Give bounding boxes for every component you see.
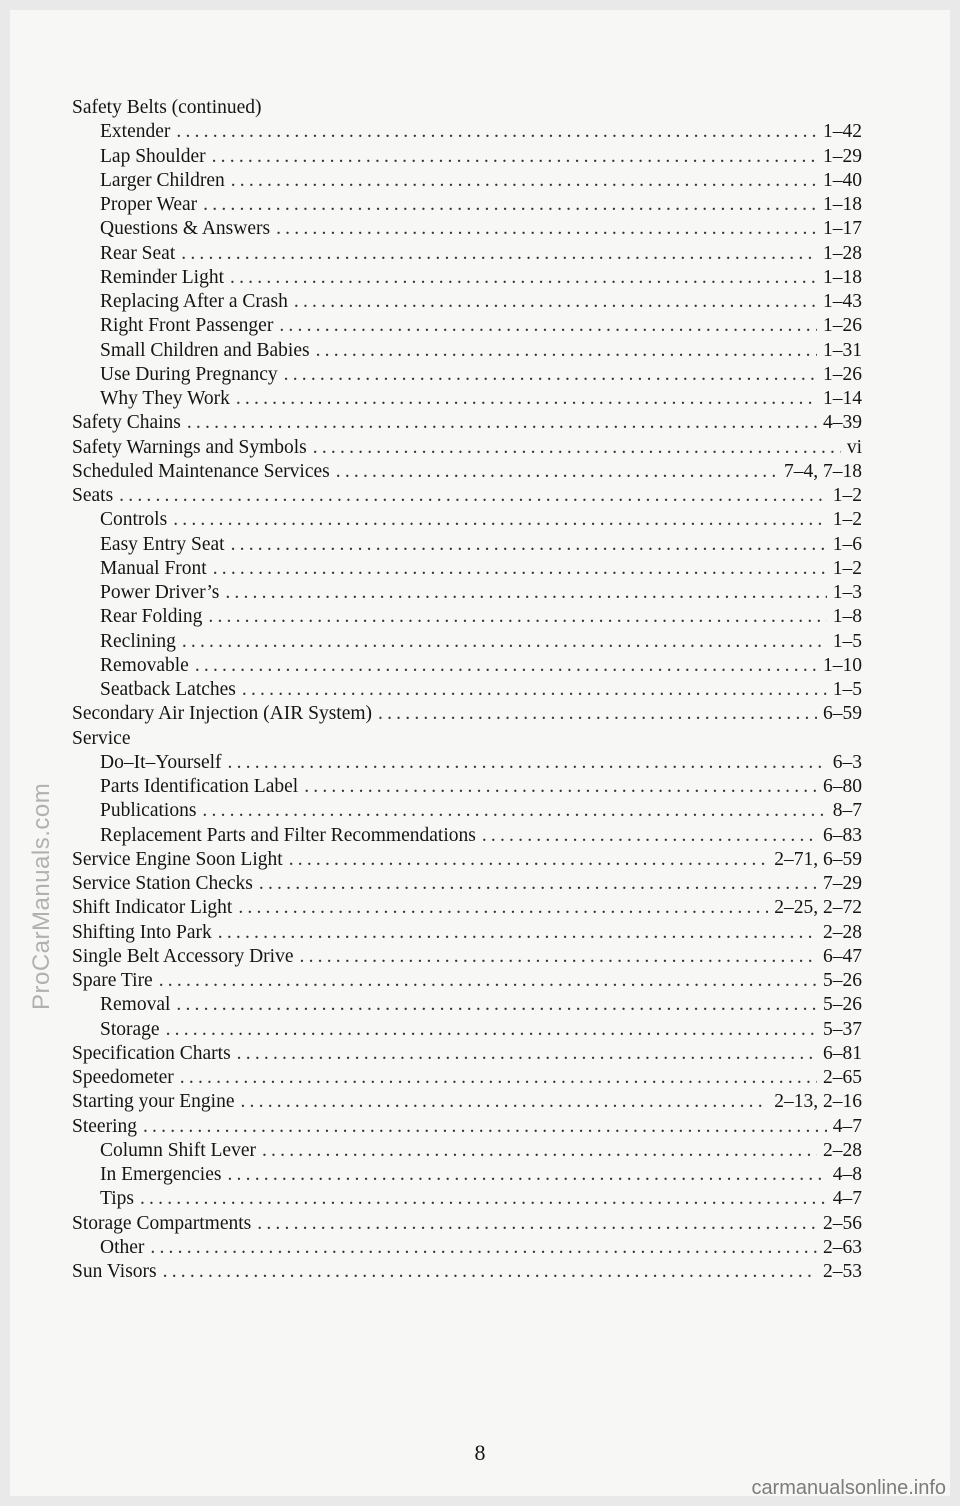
index-subentry xyxy=(72,533,862,557)
dot-leader xyxy=(240,1090,768,1114)
index-entry xyxy=(72,945,862,969)
entry-label: Do–It–Yourself xyxy=(100,751,222,773)
entry-page-ref: 5–26 xyxy=(823,970,862,991)
entry-page-ref: 4–7 xyxy=(832,1188,862,1210)
index-subentry xyxy=(72,775,862,799)
entry-label: Starting your Engine xyxy=(72,1091,235,1113)
entry-page-ref: 2–28 xyxy=(823,1139,862,1161)
entry-label: Questions & Answers xyxy=(100,218,271,240)
entry-label: Replacement Parts and Filter Recommendations xyxy=(100,824,476,846)
entry-page-ref: 7–29 xyxy=(823,873,862,894)
index-entry xyxy=(72,1090,862,1114)
entry-page-ref: 1–5 xyxy=(832,630,862,652)
entry-page-ref: 6–83 xyxy=(823,824,862,846)
dot-leader xyxy=(176,993,817,1017)
entry-page-ref: 2–56 xyxy=(823,1212,862,1234)
entry-page-ref: 1–2 xyxy=(832,485,862,506)
dot-leader xyxy=(289,848,769,872)
entry-page-ref: 4–39 xyxy=(823,412,862,434)
index-entry xyxy=(72,1212,862,1236)
entry-label: Use During Pregnancy xyxy=(100,363,278,385)
entry-label: Speedometer xyxy=(72,1067,174,1088)
dot-leader xyxy=(237,1042,817,1066)
entry-label: Power Driver’s xyxy=(100,582,220,603)
index-subentry xyxy=(72,363,862,387)
index-entry xyxy=(72,896,862,920)
index-entry xyxy=(72,484,862,508)
entry-label: Controls xyxy=(100,509,168,531)
entry-page-ref: vi xyxy=(846,436,862,458)
entry-page-ref: 1–26 xyxy=(823,363,862,385)
entry-page-ref: 2–63 xyxy=(823,1236,862,1258)
index-subentry xyxy=(72,824,862,848)
dot-leader xyxy=(316,339,817,363)
entry-page-ref: 1–2 xyxy=(832,509,862,531)
index-entry xyxy=(72,702,862,726)
entry-page-ref: 6–81 xyxy=(823,1042,862,1064)
entry-page-ref: 5–37 xyxy=(823,1018,862,1040)
entry-page-ref: 6–47 xyxy=(823,945,862,967)
entry-page-ref: 6–80 xyxy=(823,776,862,797)
entry-page-ref: 1–8 xyxy=(832,606,862,628)
index-subentry xyxy=(72,145,862,169)
index-subentry xyxy=(72,387,862,411)
entry-page-ref: 1–6 xyxy=(832,533,862,555)
entry-label: Reclining xyxy=(100,630,176,652)
entry-label: Spare Tire xyxy=(72,970,153,991)
dot-leader xyxy=(238,896,768,920)
entry-page-ref: 1–28 xyxy=(823,242,862,264)
entry-label: Removable xyxy=(100,654,189,676)
index-subentry xyxy=(72,993,862,1017)
entry-label: Safety Warnings and Symbols xyxy=(72,436,307,458)
entry-page-ref: 1–29 xyxy=(823,145,862,167)
index-subentry xyxy=(72,751,862,775)
index-subentry xyxy=(72,339,862,363)
dot-leader xyxy=(231,169,817,193)
entry-label: Manual Front xyxy=(100,557,207,579)
dot-leader xyxy=(228,751,827,775)
entry-page-ref: 1–14 xyxy=(823,388,862,409)
manual-page xyxy=(10,10,950,1496)
entry-label: Extender xyxy=(100,121,171,143)
entry-page-ref: 2–13, 2–16 xyxy=(774,1091,862,1113)
dot-leader xyxy=(227,1163,826,1187)
dot-leader xyxy=(208,605,826,629)
dot-leader xyxy=(202,799,826,823)
index-subentry xyxy=(72,266,862,290)
entry-label: Service Engine Soon Light xyxy=(72,848,283,870)
index-subentry xyxy=(72,1187,862,1211)
dot-leader xyxy=(262,1139,817,1163)
dot-leader xyxy=(336,460,778,484)
entry-page-ref: 2–25, 2–72 xyxy=(774,897,862,919)
entry-page-ref: 1–18 xyxy=(823,266,862,288)
entry-page-ref: 1–42 xyxy=(823,121,862,143)
dot-leader xyxy=(259,872,817,896)
index-subentry xyxy=(72,1018,862,1042)
dot-leader xyxy=(212,145,817,169)
index-subentry xyxy=(72,120,862,144)
dot-leader xyxy=(213,557,827,581)
entry-label: Tips xyxy=(100,1188,134,1210)
entry-page-ref: 1–26 xyxy=(823,315,862,337)
dot-leader xyxy=(159,969,817,993)
entry-page-ref: 6–3 xyxy=(832,751,862,773)
index-subentry xyxy=(72,557,862,581)
entry-page-ref: 2–71, 6–59 xyxy=(774,848,862,870)
dot-leader xyxy=(203,193,817,217)
entry-page-ref: 1–31 xyxy=(823,339,862,361)
index-heading xyxy=(72,727,862,751)
index-subentry xyxy=(72,1236,862,1260)
dot-leader xyxy=(257,1212,817,1236)
entry-label: Proper Wear xyxy=(100,194,198,215)
entry-page-ref: 1–3 xyxy=(832,582,862,603)
entry-label: Lap Shoulder xyxy=(100,145,206,167)
entry-page-ref: 2–53 xyxy=(823,1261,862,1282)
index-subentry xyxy=(72,242,862,266)
entry-label: Storage xyxy=(100,1018,160,1040)
entry-label: Publications xyxy=(100,800,197,822)
index-entry xyxy=(72,460,862,484)
dot-leader xyxy=(242,678,827,702)
entry-label: Specification Charts xyxy=(72,1042,231,1064)
dot-leader xyxy=(166,1018,817,1042)
entry-page-ref: 1–40 xyxy=(823,169,862,191)
dot-leader xyxy=(276,217,817,241)
entry-page-ref: 1–10 xyxy=(823,654,862,676)
dot-leader xyxy=(294,290,817,314)
entry-label: Storage Compartments xyxy=(72,1212,252,1234)
index-subentry xyxy=(72,1139,862,1163)
entry-label: Shifting Into Park xyxy=(72,921,212,943)
index-entry xyxy=(72,436,862,460)
entry-label: Seats xyxy=(72,485,114,506)
entry-label: Service Station Checks xyxy=(72,873,253,894)
entry-label: Reminder Light xyxy=(100,266,225,288)
index-entry xyxy=(72,921,862,945)
entry-label: Removal xyxy=(100,994,171,1016)
entry-label: Seatback Latches xyxy=(100,679,236,700)
dot-leader xyxy=(140,1187,827,1211)
dot-leader xyxy=(182,630,827,654)
index-subentry xyxy=(72,193,862,217)
dot-leader xyxy=(195,654,817,678)
dot-leader xyxy=(150,1236,817,1260)
index-subentry xyxy=(72,799,862,823)
entry-page-ref: 2–28 xyxy=(823,921,862,943)
entry-label: Larger Children xyxy=(100,169,225,191)
dot-leader xyxy=(279,314,817,338)
dot-leader xyxy=(231,533,827,557)
entry-page-ref: 8–7 xyxy=(832,800,862,822)
entry-label: Safety Belts (continued) xyxy=(72,97,262,118)
entry-page-ref: 1–43 xyxy=(823,291,862,312)
dot-leader xyxy=(173,508,827,532)
entry-page-ref: 4–7 xyxy=(832,1115,862,1137)
entry-page-ref: 2–65 xyxy=(823,1067,862,1088)
dot-leader xyxy=(218,921,817,945)
dot-leader xyxy=(163,1260,817,1284)
entry-label: Small Children and Babies xyxy=(100,339,310,361)
index-subentry xyxy=(72,217,862,241)
dot-leader xyxy=(176,120,817,144)
index-list xyxy=(72,96,862,1284)
index-entry xyxy=(72,1042,862,1066)
entry-label: Right Front Passenger xyxy=(100,315,274,337)
index-subentry xyxy=(72,581,862,605)
entry-label: Secondary Air Injection (AIR System) xyxy=(72,703,373,725)
index-subentry xyxy=(72,508,862,532)
index-subentry xyxy=(72,630,862,654)
dot-leader xyxy=(187,411,817,435)
dot-leader xyxy=(300,945,818,969)
index-subentry xyxy=(72,678,862,702)
entry-page-ref: 1–17 xyxy=(823,218,862,240)
index-subentry xyxy=(72,1163,862,1187)
entry-label: Rear Folding xyxy=(100,606,203,628)
entry-label: Steering xyxy=(72,1115,137,1137)
entry-page-ref: 6–59 xyxy=(823,703,862,725)
index-subentry xyxy=(72,605,862,629)
index-entry xyxy=(72,969,862,993)
dot-leader xyxy=(482,824,817,848)
entry-page-ref: 1–18 xyxy=(823,194,862,215)
index-heading xyxy=(72,96,862,120)
entry-label: Service xyxy=(72,727,131,749)
dot-leader xyxy=(143,1115,827,1139)
entry-label: Column Shift Lever xyxy=(100,1139,256,1161)
dot-leader xyxy=(304,775,817,799)
entry-label: Shift Indicator Light xyxy=(72,897,233,919)
index-subentry xyxy=(72,290,862,314)
entry-page-ref: 1–2 xyxy=(832,557,862,579)
dot-leader xyxy=(119,484,827,508)
index-entry xyxy=(72,1260,862,1284)
footer-watermark: carmanualsonline.info xyxy=(751,1477,946,1499)
index-entry xyxy=(72,1115,862,1139)
entry-label: Safety Chains xyxy=(72,412,181,434)
index-entry xyxy=(72,411,862,435)
index-entry xyxy=(72,848,862,872)
entry-label: Sun Visors xyxy=(72,1261,157,1282)
dot-leader xyxy=(180,1066,817,1090)
entry-page-ref: 4–8 xyxy=(832,1164,862,1185)
entry-label: Scheduled Maintenance Services xyxy=(72,460,330,482)
dot-leader xyxy=(230,266,817,290)
entry-label: Parts Identification Label xyxy=(100,776,299,797)
dot-leader xyxy=(378,702,817,726)
index-subentry xyxy=(72,169,862,193)
entry-page-ref: 7–4, 7–18 xyxy=(784,460,862,482)
entry-label: In Emergencies xyxy=(100,1164,222,1185)
dot-leader xyxy=(313,436,841,460)
entry-label: Why They Work xyxy=(100,388,230,409)
dot-leader xyxy=(284,363,817,387)
index-subentry xyxy=(72,314,862,338)
entry-label: Rear Seat xyxy=(100,242,176,264)
side-watermark: ProCarManuals.com xyxy=(28,782,55,1010)
entry-label: Single Belt Accessory Drive xyxy=(72,945,294,967)
entry-label: Other xyxy=(100,1236,145,1258)
dot-leader xyxy=(225,581,826,605)
dot-leader xyxy=(181,242,817,266)
dot-leader xyxy=(236,387,817,411)
index-entry xyxy=(72,872,862,896)
index-subentry xyxy=(72,654,862,678)
entry-label: Easy Entry Seat xyxy=(100,533,225,555)
entry-page-ref: 5–26 xyxy=(823,994,862,1016)
index-entry xyxy=(72,1066,862,1090)
page-number: 8 xyxy=(474,1440,486,1465)
entry-label: Replacing After a Crash xyxy=(100,291,288,312)
entry-page-ref: 1–5 xyxy=(832,679,862,700)
